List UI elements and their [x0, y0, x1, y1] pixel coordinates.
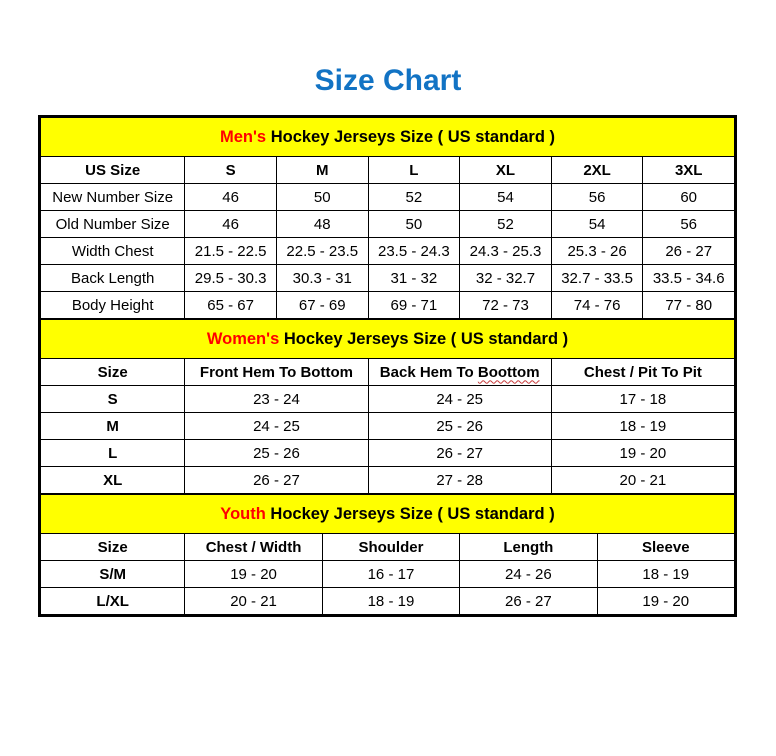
- size-value-cell: 26 - 27: [368, 440, 551, 467]
- size-value-cell: 17 - 18: [551, 386, 734, 413]
- size-value-cell: 72 - 73: [460, 292, 552, 319]
- mens-section-band: [41, 118, 735, 157]
- size-value-cell: 22.5 - 23.5: [276, 238, 368, 265]
- mens-row-width-chest: [41, 238, 735, 265]
- size-value-cell: 60: [643, 184, 735, 211]
- size-value-cell: 77 - 80: [643, 292, 735, 319]
- size-value-cell: 46: [185, 184, 277, 211]
- womens-title-highlight: Women's: [206, 329, 280, 348]
- row-label: S: [41, 386, 185, 413]
- size-value-cell: 32.7 - 33.5: [551, 265, 643, 292]
- mens-column-header-3: L: [368, 157, 460, 184]
- womens-column-header-1: Front Hem To Bottom: [185, 359, 368, 386]
- size-value-cell: 67 - 69: [276, 292, 368, 319]
- row-label: Body Height: [41, 292, 185, 319]
- row-label: Width Chest: [41, 238, 185, 265]
- mens-section-title: Men's Hockey Jerseys Size ( US standard ): [41, 118, 735, 157]
- womens-row-xl: [41, 467, 735, 494]
- mens-column-header-2: M: [276, 157, 368, 184]
- size-value-cell: 25 - 26: [368, 413, 551, 440]
- womens-row-s: [41, 386, 735, 413]
- row-label: Back Length: [41, 265, 185, 292]
- row-label: XL: [41, 467, 185, 494]
- womens-column-header-0: Size: [41, 359, 185, 386]
- size-chart-tables: [38, 115, 737, 617]
- row-label: L: [41, 440, 185, 467]
- mens-title-highlight: Men's: [220, 127, 267, 146]
- size-value-cell: 30.3 - 31: [276, 265, 368, 292]
- size-value-cell: 19 - 20: [185, 561, 322, 588]
- size-value-cell: 27 - 28: [368, 467, 551, 494]
- row-label: M: [41, 413, 185, 440]
- size-value-cell: 74 - 76: [551, 292, 643, 319]
- womens-column-header-3: Chest / Pit To Pit: [551, 359, 734, 386]
- womens-column-header-row: [41, 359, 735, 386]
- size-value-cell: 54: [551, 211, 643, 238]
- youth-size-table: [40, 494, 735, 615]
- size-value-cell: 24 - 26: [460, 561, 597, 588]
- size-value-cell: 33.5 - 34.6: [643, 265, 735, 292]
- size-value-cell: 23 - 24: [185, 386, 368, 413]
- row-label: Old Number Size: [41, 211, 185, 238]
- womens-row-l: [41, 440, 735, 467]
- mens-column-header-0: US Size: [41, 157, 185, 184]
- size-value-cell: 19 - 20: [597, 588, 734, 615]
- size-value-cell: 26 - 27: [460, 588, 597, 615]
- size-value-cell: 25.3 - 26: [551, 238, 643, 265]
- size-value-cell: 21.5 - 22.5: [185, 238, 277, 265]
- mens-row-new-number-size: [41, 184, 735, 211]
- size-value-cell: 24 - 25: [368, 386, 551, 413]
- youth-column-header-1: Chest / Width: [185, 534, 322, 561]
- size-value-cell: 26 - 27: [643, 238, 735, 265]
- row-label: L/XL: [41, 588, 185, 615]
- womens-section-title: Women's Hockey Jerseys Size ( US standard ): [41, 320, 735, 359]
- mens-column-header-6: 3XL: [643, 157, 735, 184]
- womens-row-m: [41, 413, 735, 440]
- size-value-cell: 20 - 21: [551, 467, 734, 494]
- mens-column-header-5: 2XL: [551, 157, 643, 184]
- mens-row-back-length: [41, 265, 735, 292]
- mens-column-header-4: XL: [460, 157, 552, 184]
- mens-column-header-1: S: [185, 157, 277, 184]
- womens-size-table: [40, 319, 735, 494]
- youth-column-header-2: Shoulder: [322, 534, 459, 561]
- size-value-cell: 29.5 - 30.3: [185, 265, 277, 292]
- size-value-cell: 52: [460, 211, 552, 238]
- youth-row-l-xl: [41, 588, 735, 615]
- mens-row-old-number-size: [41, 211, 735, 238]
- size-value-cell: 65 - 67: [185, 292, 277, 319]
- size-value-cell: 20 - 21: [185, 588, 322, 615]
- size-value-cell: 24 - 25: [185, 413, 368, 440]
- size-value-cell: 25 - 26: [185, 440, 368, 467]
- mens-column-header-row: [41, 157, 735, 184]
- size-value-cell: 50: [368, 211, 460, 238]
- size-value-cell: 23.5 - 24.3: [368, 238, 460, 265]
- youth-column-header-row: [41, 534, 735, 561]
- size-value-cell: 18 - 19: [322, 588, 459, 615]
- size-value-cell: 46: [185, 211, 277, 238]
- size-value-cell: 52: [368, 184, 460, 211]
- size-value-cell: 50: [276, 184, 368, 211]
- size-value-cell: 16 - 17: [322, 561, 459, 588]
- youth-column-header-0: Size: [41, 534, 185, 561]
- mens-size-table: [40, 117, 735, 319]
- page-title: Size Chart: [314, 64, 462, 97]
- size-value-cell: 56: [643, 211, 735, 238]
- youth-section-title: Youth Hockey Jerseys Size ( US standard ): [41, 495, 735, 534]
- misspelled-word: Boottom: [477, 363, 540, 381]
- row-label: S/M: [41, 561, 185, 588]
- youth-column-header-4: Sleeve: [597, 534, 734, 561]
- size-value-cell: 19 - 20: [551, 440, 734, 467]
- size-value-cell: 69 - 71: [368, 292, 460, 319]
- youth-column-header-3: Length: [460, 534, 597, 561]
- youth-row-s-m: [41, 561, 735, 588]
- size-value-cell: 54: [460, 184, 552, 211]
- youth-section-band: [41, 495, 735, 534]
- size-chart-page: [0, 64, 776, 617]
- womens-section-band: [41, 320, 735, 359]
- size-value-cell: 26 - 27: [185, 467, 368, 494]
- size-value-cell: 18 - 19: [597, 561, 734, 588]
- womens-column-header-2: Back Hem To Boottom: [368, 359, 551, 386]
- size-value-cell: 56: [551, 184, 643, 211]
- size-value-cell: 24.3 - 25.3: [460, 238, 552, 265]
- size-value-cell: 31 - 32: [368, 265, 460, 292]
- size-value-cell: 18 - 19: [551, 413, 734, 440]
- size-value-cell: 48: [276, 211, 368, 238]
- youth-title-highlight: Youth: [220, 504, 266, 523]
- size-value-cell: 32 - 32.7: [460, 265, 552, 292]
- row-label: New Number Size: [41, 184, 185, 211]
- mens-row-body-height: [41, 292, 735, 319]
